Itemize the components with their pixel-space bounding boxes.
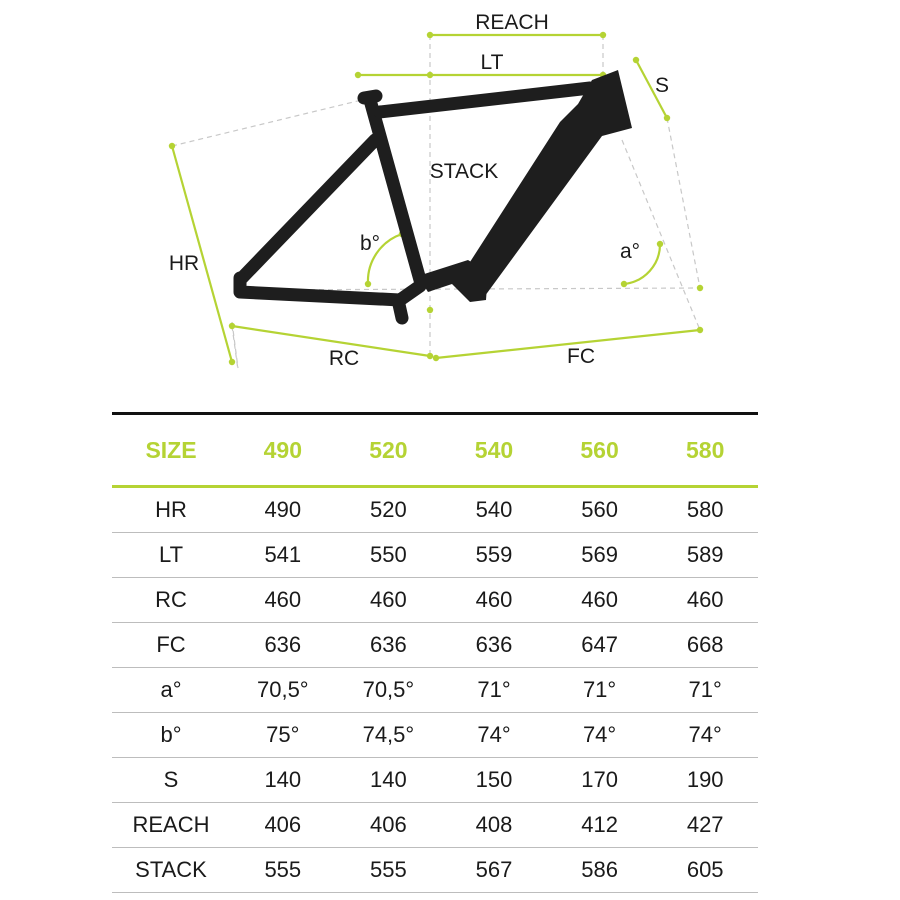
cell: 636 (336, 623, 442, 668)
rc-label: RC (328, 347, 360, 370)
dot (621, 281, 627, 287)
cell: 580 (652, 487, 758, 533)
cell: 541 (230, 533, 336, 578)
s-label: S (654, 74, 670, 97)
table-row (112, 713, 758, 758)
cell: 460 (547, 578, 653, 623)
cell: 75° (230, 713, 336, 758)
cell: 170 (547, 758, 653, 803)
dot (229, 359, 235, 365)
b-angle-label: b° (359, 232, 381, 255)
cell: 408 (441, 803, 547, 848)
table-row (112, 623, 758, 668)
dot (427, 32, 433, 38)
seat-stay (240, 140, 375, 280)
cell: 586 (547, 848, 653, 893)
seat-post-top (364, 96, 376, 98)
cell: 70,5° (336, 668, 442, 713)
dot (229, 323, 235, 329)
size-column-header: 540 (441, 415, 547, 487)
reach-label: REACH (475, 11, 549, 34)
row-label: S (112, 758, 230, 803)
cell: 560 (547, 487, 653, 533)
dot (355, 72, 361, 78)
table-row (112, 848, 758, 893)
s-extension (667, 118, 700, 288)
cell: 460 (652, 578, 758, 623)
dot (427, 307, 433, 313)
cell: 567 (441, 848, 547, 893)
dot (433, 355, 439, 361)
cell: 427 (652, 803, 758, 848)
row-label: FC (112, 623, 230, 668)
hr-label: HR (168, 252, 200, 275)
table-row (112, 578, 758, 623)
cell: 559 (441, 533, 547, 578)
cell: 569 (547, 533, 653, 578)
cell: 140 (230, 758, 336, 803)
row-label: HR (112, 487, 230, 533)
cell: 74° (652, 713, 758, 758)
dot (697, 327, 703, 333)
cell: 540 (441, 487, 547, 533)
cell: 71° (547, 668, 653, 713)
size-column-header: 520 (336, 415, 442, 487)
cell: 550 (336, 533, 442, 578)
dropout-bridge (398, 300, 402, 318)
cell: 70,5° (230, 668, 336, 713)
cell: 460 (336, 578, 442, 623)
table-header-row (112, 415, 758, 487)
row-label: RC (112, 578, 230, 623)
cell: 140 (336, 758, 442, 803)
table-row (112, 758, 758, 803)
table-row (112, 803, 758, 848)
row-label: a° (112, 668, 230, 713)
cell: 150 (441, 758, 547, 803)
row-label: b° (112, 713, 230, 758)
cell: 668 (652, 623, 758, 668)
cell: 406 (230, 803, 336, 848)
bike-frame-geometry-diagram (0, 0, 900, 400)
dimension-endpoints (169, 32, 703, 365)
row-label: STACK (112, 848, 230, 893)
size-column-header: 490 (230, 415, 336, 487)
cell: 555 (336, 848, 442, 893)
dot (657, 241, 663, 247)
cell: 555 (230, 848, 336, 893)
bike-frame (240, 70, 632, 318)
row-label: LT (112, 533, 230, 578)
dot (427, 353, 433, 359)
size-column-header: 580 (652, 415, 758, 487)
table-row (112, 533, 758, 578)
dot (664, 115, 670, 121)
fc-label: FC (567, 345, 595, 368)
stack-label: STACK (429, 160, 499, 183)
dot (600, 32, 606, 38)
size-column-header: 560 (547, 415, 653, 487)
dot (427, 72, 433, 78)
a-angle-label: a° (619, 240, 641, 263)
dot (365, 281, 371, 287)
dot (697, 285, 703, 291)
cell: 490 (230, 487, 336, 533)
geometry-table (112, 415, 758, 893)
size-header: SIZE (112, 415, 230, 487)
cell: 406 (336, 803, 442, 848)
diagram-labels (169, 11, 669, 370)
cell: 74° (547, 713, 653, 758)
motor-housing (418, 260, 488, 302)
dot (169, 143, 175, 149)
geometry-table-container (112, 412, 758, 893)
cell: 647 (547, 623, 653, 668)
cell: 636 (230, 623, 336, 668)
cell: 605 (652, 848, 758, 893)
cell: 636 (441, 623, 547, 668)
top-tube (380, 88, 590, 112)
cell: 71° (652, 668, 758, 713)
cell: 520 (336, 487, 442, 533)
cell: 74° (441, 713, 547, 758)
cell: 460 (230, 578, 336, 623)
lt-label: LT (480, 51, 504, 74)
cell: 190 (652, 758, 758, 803)
table-row (112, 668, 758, 713)
head-tube-extension (619, 140, 700, 330)
cell: 460 (441, 578, 547, 623)
dot (633, 57, 639, 63)
cell: 74,5° (336, 713, 442, 758)
hr-top-extension (172, 98, 370, 146)
cell: 71° (441, 668, 547, 713)
table-row (112, 487, 758, 533)
row-label: REACH (112, 803, 230, 848)
cell: 412 (547, 803, 653, 848)
cell: 589 (652, 533, 758, 578)
